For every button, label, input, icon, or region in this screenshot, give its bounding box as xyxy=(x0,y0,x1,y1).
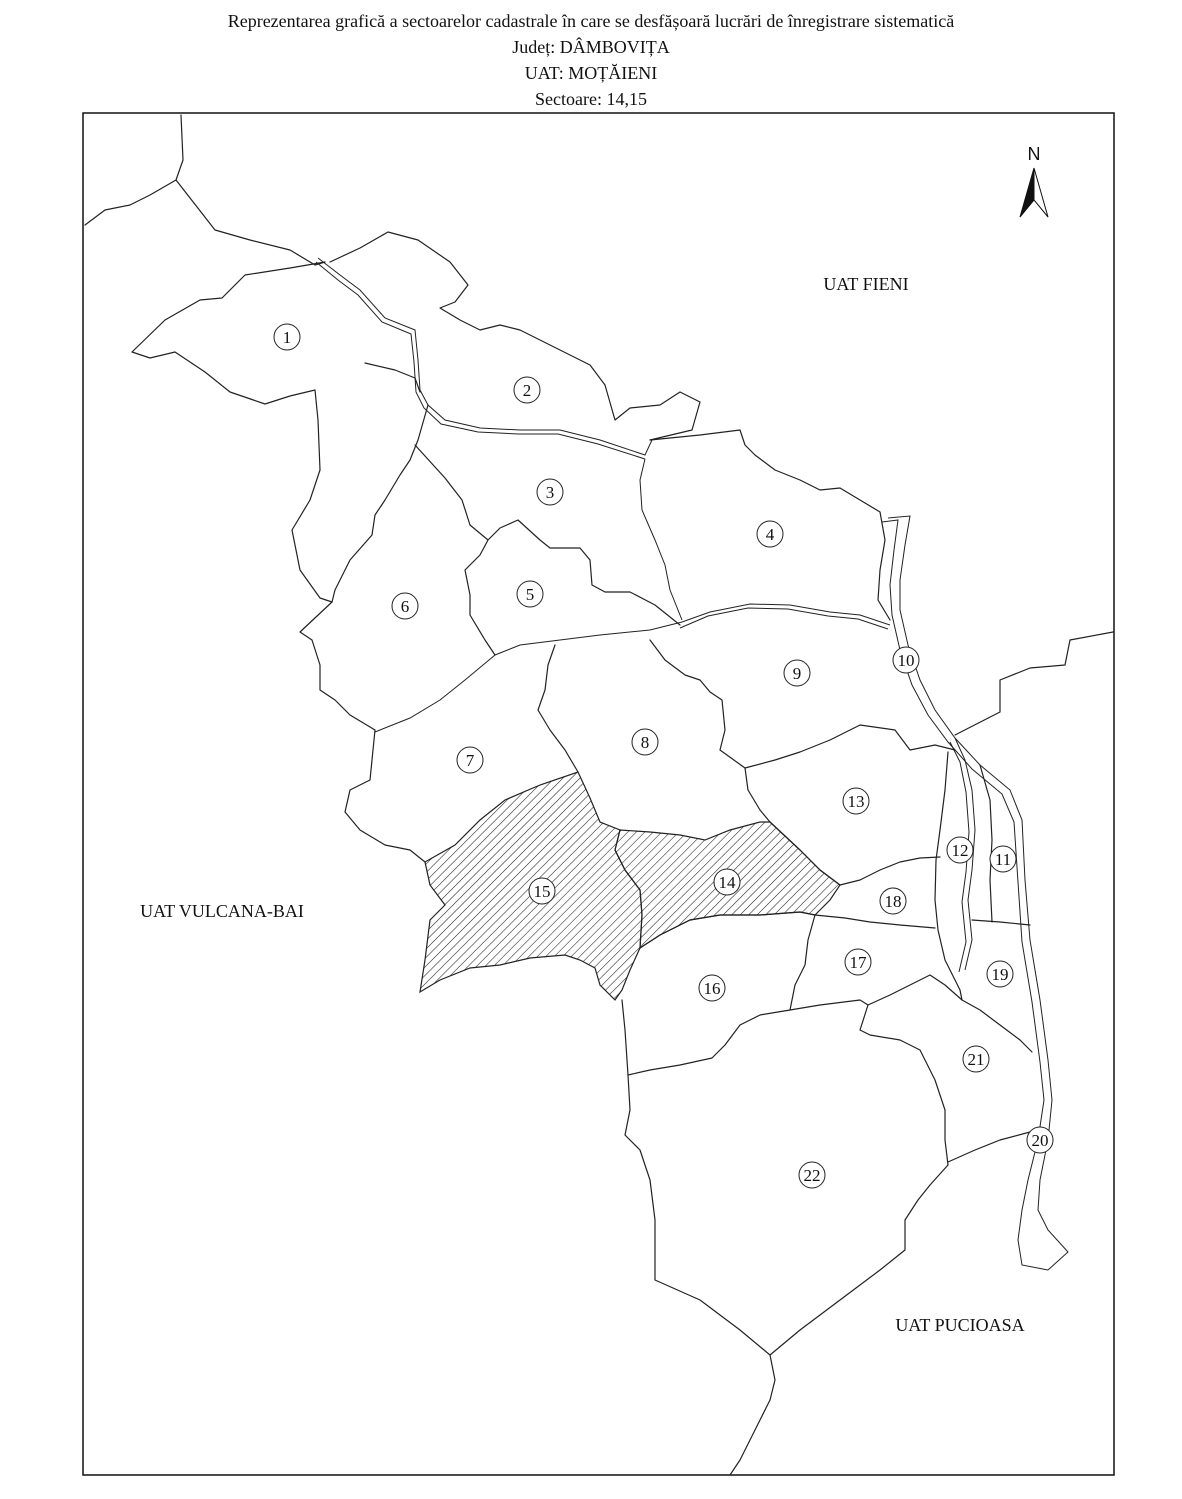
sector-number: 1 xyxy=(282,328,292,347)
sector-label-6 xyxy=(392,593,418,619)
sector-7-boundary xyxy=(345,730,425,862)
sector-3-boundary xyxy=(332,405,428,602)
sector-label-1 xyxy=(274,324,300,350)
sector-label-9 xyxy=(784,660,810,686)
sectors-line: Sectoare: 14,15 xyxy=(535,89,647,109)
sector-number: 20 xyxy=(1031,1131,1049,1150)
sector-11-west xyxy=(980,765,992,922)
sector-label-17 xyxy=(845,949,871,975)
sector-18-boundary xyxy=(815,915,935,928)
sector-label-11 xyxy=(990,846,1016,872)
sector-number: 21 xyxy=(967,1050,985,1069)
sector-number: 8 xyxy=(640,733,650,752)
sector-22-boundary xyxy=(625,1075,948,1355)
sector-label-19 xyxy=(987,961,1013,987)
north-arrow-icon xyxy=(1020,144,1048,217)
sector-3-south xyxy=(415,445,680,625)
sector-number: 18 xyxy=(884,892,902,911)
county-line: Județ: DÂMBOVIȚA xyxy=(512,37,670,57)
road-central-2 xyxy=(680,608,888,629)
road-west xyxy=(375,655,495,732)
sector-19-north xyxy=(972,920,1030,925)
sector-8-east xyxy=(650,640,770,822)
neighbor-label-pucioasa: UAT PUCIOASA xyxy=(895,1315,1025,1335)
sector-label-18 xyxy=(880,888,906,914)
sector-2-boundary xyxy=(330,232,700,440)
road-north xyxy=(318,258,652,455)
sector-number: 6 xyxy=(400,597,410,616)
sector-number: 12 xyxy=(951,841,969,860)
sector-number: 3 xyxy=(545,483,555,502)
neighbor-label-fieni: UAT FIENI xyxy=(823,274,909,294)
sector-number: 9 xyxy=(792,664,802,683)
map-title: Reprezentarea grafică a sectoarelor cadastrale în care se desfășoară lucrări de înregistrare sistematică xyxy=(227,11,955,31)
sector-16-south xyxy=(622,1000,868,1075)
sector-9-south xyxy=(745,725,955,768)
map-frame xyxy=(83,113,1114,1475)
neighbor-boundary-nw xyxy=(85,115,183,225)
sector-label-13 xyxy=(843,788,869,814)
sector-number: 10 xyxy=(897,651,915,670)
sector-label-2 xyxy=(514,377,540,403)
sector-number: 16 xyxy=(703,979,721,998)
uat-line: UAT: MOȚĂIENI xyxy=(524,63,658,83)
sector-17-south xyxy=(868,975,1032,1052)
south-boundary xyxy=(730,1355,775,1475)
sector-6-boundary xyxy=(300,602,375,730)
sector-number: 4 xyxy=(765,525,775,544)
sector-label-8 xyxy=(632,729,658,755)
sector-label-12 xyxy=(947,837,973,863)
sector-8-boundary xyxy=(538,645,578,772)
sector-label-22 xyxy=(799,1162,825,1188)
sector-label-15 xyxy=(529,878,555,904)
sector-21-south xyxy=(948,1132,1030,1162)
sector-number: 19 xyxy=(991,965,1009,984)
road-sector-10-b xyxy=(882,520,1048,1270)
neighbor-boundary-ne xyxy=(955,632,1113,735)
sector-12-boundary xyxy=(935,752,962,1000)
sector-5-boundary xyxy=(465,540,495,655)
sector-number: 2 xyxy=(522,381,532,400)
sector-label-16 xyxy=(699,975,725,1001)
sector-label-7 xyxy=(457,747,483,773)
sector-label-20 xyxy=(1027,1127,1053,1153)
sector-number: 5 xyxy=(525,585,535,604)
road-sector-3-east xyxy=(640,459,682,620)
road-sector-10-a xyxy=(888,516,1068,1270)
sector-number: 15 xyxy=(533,882,551,901)
sector-number: 11 xyxy=(994,850,1012,869)
neighbor-boundary-n xyxy=(176,180,325,265)
neighbor-label-vulcana-bai: UAT VULCANA-BAI xyxy=(140,901,304,921)
sector-label-14 xyxy=(714,869,740,895)
sector-label-21 xyxy=(963,1046,989,1072)
sector-number: 13 xyxy=(847,792,865,811)
sector-number: 7 xyxy=(465,751,475,770)
sector-number: 22 xyxy=(803,1166,821,1185)
sector-1-boundary xyxy=(132,262,332,602)
sector-1-east-edge xyxy=(365,363,420,392)
north-arrow-label: N xyxy=(1027,144,1041,164)
sector-label-10 xyxy=(893,647,919,673)
sector-number: 14 xyxy=(718,873,736,892)
road-north-2 xyxy=(316,262,645,459)
sector-label-5 xyxy=(517,581,543,607)
sector-21-west xyxy=(860,1005,948,1165)
sector-label-4 xyxy=(757,521,783,547)
sector-number: 17 xyxy=(849,953,867,972)
sector-label-3 xyxy=(537,479,563,505)
